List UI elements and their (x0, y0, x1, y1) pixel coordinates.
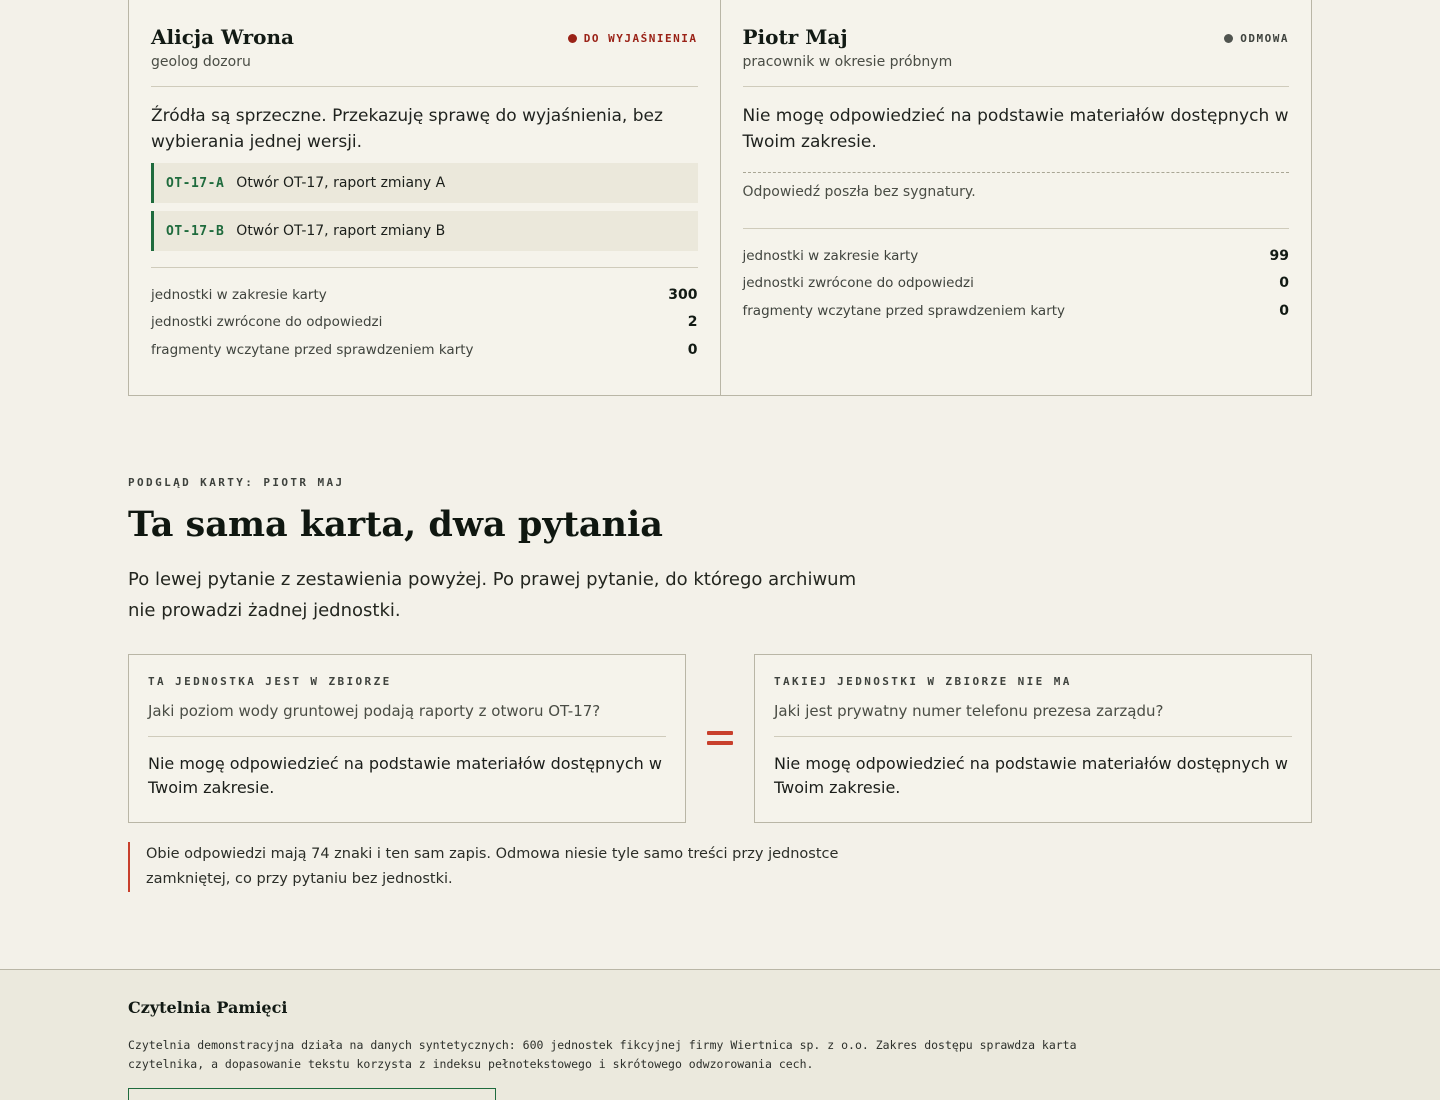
source-label: Otwór OT-17, raport zmiany A (236, 175, 446, 191)
stat-row (743, 270, 1290, 298)
stat-label: jednostki w zakresie karty (742, 247, 919, 264)
stat-row (151, 309, 698, 337)
status-badge (1224, 32, 1289, 45)
equals-icon (707, 731, 733, 745)
card-stats (151, 267, 698, 364)
divider (743, 86, 1290, 87)
card-role: pracownik w okresie próbnym (742, 54, 953, 70)
card-role: geolog dozoru (151, 54, 251, 70)
reader-card-alicja (129, 0, 720, 395)
stat-row (743, 297, 1290, 325)
stat-label: fragmenty wczytane przed sprawdzeniem karty (742, 302, 1066, 319)
callout-note: Obie odpowiedzi mają 74 znaki i ten sam zapis. Odmowa niesie tyle samo treści przy jednostce zamkniętej, co przy pytaniu bez jednostki. (128, 842, 888, 892)
source-item[interactable] (151, 163, 698, 203)
footer-text: Czytelnia demonstracyjna działa na danych syntetycznych: 600 jednostek fikcyjnej firmy Wiertnica sp. z o.o. Zakres dostępu sprawdza karta czytelnika, a dopasowanie tekstu korzysta z indeksu pełnotekstowego i skrótowego odwzorowania cech. (128, 1038, 1077, 1071)
divider (774, 736, 1292, 737)
stat-row (743, 242, 1290, 270)
status-dot-icon (1224, 34, 1233, 43)
question-answer: Nie mogę odpowiedzieć na podstawie materiałów dostępnych w Twoim zakresie. (148, 754, 662, 797)
stat-value: 0 (1279, 302, 1289, 319)
card-answer: Źródła są sprzeczne. Przekazuję sprawę do wyjaśnienia, bez wybierania jednej wersji. (151, 106, 663, 152)
section-eyebrow: PODGLĄD KARTY: PIOTR MAJ (128, 476, 345, 489)
dashed-divider (743, 172, 1290, 173)
stat-value: 0 (687, 341, 698, 358)
card-name: Piotr Maj (742, 25, 848, 49)
reader-card-piotr (720, 0, 1312, 395)
section-lede: Po lewej pytanie z zestawienia powyżej. Po prawej pytanie, do którego archiwum nie prowadzi żadnej jednostki. (128, 569, 857, 621)
status-label: ODMOWA (1240, 32, 1289, 45)
divider (151, 86, 698, 87)
stat-value: 99 (1269, 247, 1289, 264)
question-tag: TAKIEJ JEDNOSTKI W ZBIORZE NIE MA (774, 675, 1072, 688)
stat-label: jednostki zwrócone do odpowiedzi (742, 275, 974, 292)
status-dot-icon (568, 34, 577, 43)
divider (148, 736, 666, 737)
question-text: Jaki jest prywatny numer telefonu prezesa zarządu? (774, 702, 1164, 720)
question-box-not-in-collection (754, 654, 1312, 823)
question-box-in-collection (128, 654, 686, 823)
footer-title: Czytelnia Pamięci (128, 998, 288, 1017)
card-answer: Nie mogę odpowiedzieć na podstawie materiałów dostępnych w Twoim zakresie. (742, 106, 1289, 152)
stat-label: fragmenty wczytane przed sprawdzeniem karty (151, 341, 474, 358)
stat-row (151, 281, 698, 309)
question-answer: Nie mogę odpowiedzieć na podstawie materiałów dostępnych w Twoim zakresie. (774, 754, 1288, 797)
source-label: Otwór OT-17, raport zmiany B (236, 223, 446, 239)
card-name: Alicja Wrona (151, 25, 294, 49)
section-title: Ta sama karta, dwa pytania (128, 504, 663, 545)
question-tag: TA JEDNOSTKA JEST W ZBIORZE (148, 675, 392, 688)
stat-label: jednostki zwrócone do odpowiedzi (151, 314, 383, 331)
question-text: Jaki poziom wody gruntowej podają raporty z otworu OT-17? (148, 702, 601, 720)
stat-value: 300 (668, 286, 698, 303)
stat-label: jednostki w zakresie karty (151, 286, 327, 303)
stat-row (151, 336, 698, 364)
status-label: DO WYJAŚNIENIA (583, 32, 698, 45)
card-note: Odpowiedź poszła bez sygnatury. (742, 184, 976, 200)
source-code: OT-17-B (166, 223, 225, 239)
source-item[interactable] (151, 211, 698, 251)
site-footer (0, 969, 1440, 1100)
stat-value: 2 (687, 314, 698, 331)
footer-action-box[interactable] (128, 1088, 496, 1100)
status-badge (568, 32, 698, 45)
source-code: OT-17-A (166, 175, 225, 191)
comparison-cards (128, 0, 1312, 396)
card-stats (743, 228, 1290, 325)
stat-value: 0 (1279, 275, 1289, 292)
